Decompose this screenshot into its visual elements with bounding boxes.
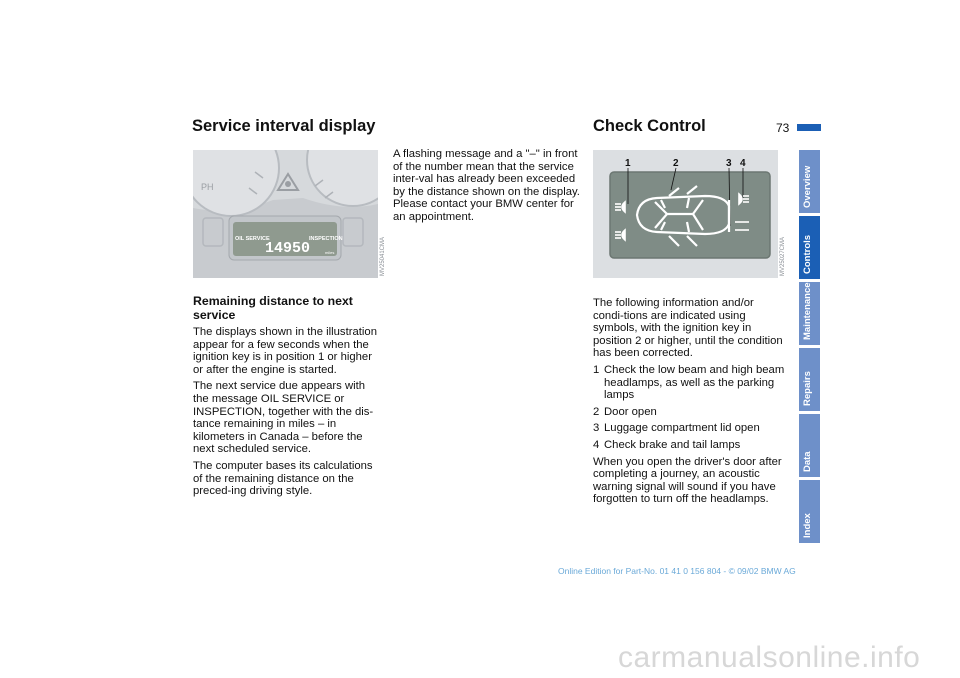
inspection-label: INSPECTION — [309, 236, 343, 242]
list-number: 3 — [593, 422, 600, 435]
tab-data[interactable]: Data — [799, 414, 820, 477]
left-column — [193, 295, 383, 502]
list-text: Check brake and tail lamps — [604, 438, 741, 451]
list-number: 2 — [593, 405, 600, 418]
callout-3: 3 — [726, 158, 732, 169]
service-display-figure — [193, 150, 378, 278]
list-number: 1 — [593, 363, 600, 376]
oil-service-label: OIL SERVICE — [235, 236, 270, 242]
right-column — [593, 297, 786, 510]
section-title-service: Service interval display — [192, 117, 376, 135]
page-marker — [797, 124, 821, 131]
list-item — [593, 422, 786, 435]
tab-controls[interactable]: Controls — [799, 216, 820, 279]
watermark: carmanualsonline.info — [618, 641, 921, 674]
chapter-tabs — [799, 150, 820, 546]
tab-overview[interactable]: Overview — [799, 150, 820, 213]
check-control-illustration — [593, 150, 778, 278]
paragraph: The displays shown in the illustration appear for a few seconds when the ignition key is in position 1 or higher or after the engine is started. — [193, 326, 377, 376]
list-text: Check the low beam and high beam headlamps, as well as the parking lamps — [604, 363, 785, 402]
list-item — [593, 406, 786, 419]
figure-code: MV25027CMA — [780, 236, 786, 276]
instrument-cluster-illustration — [193, 150, 378, 278]
paragraph: The next service due appears with the message OIL SERVICE or INSPECTION, together with the dis-tance remaining in miles – in kilometers in Canada – before the next scheduled service. — [193, 380, 374, 456]
list-item — [593, 364, 786, 402]
paragraph: The following information and/or condi-tions are indicated using symbols, with the ignition key in position 2 or higher, until the condition has been corrected. — [593, 297, 783, 360]
svg-text:PH: PH — [201, 182, 214, 192]
callout-2: 2 — [673, 158, 679, 169]
distance-value: 14950 — [265, 240, 311, 257]
check-control-figure — [593, 150, 778, 278]
tab-index[interactable]: Index — [799, 480, 820, 543]
subsection-heading: Remaining distance to next service — [193, 294, 353, 322]
paragraph: When you open the driver's door after completing a journey, an acoustic warning signal will sound if you have forgotten to turn off the headlamps. — [593, 455, 782, 506]
paragraph: The computer bases its calculations of the remaining distance on the preced-ing driving style. — [193, 459, 373, 498]
page-number: 73 — [776, 121, 790, 135]
figure-code: MV25041CMA — [380, 236, 386, 276]
middle-column — [393, 148, 586, 228]
tab-repairs[interactable]: Repairs — [799, 348, 820, 411]
section-title-check-control: Check Control — [593, 117, 706, 135]
list-number: 4 — [593, 438, 600, 451]
list-item — [593, 439, 786, 452]
callout-1: 1 — [625, 158, 631, 169]
callout-4: 4 — [740, 158, 746, 169]
distance-unit: miles — [325, 250, 335, 255]
list-text: Door open — [604, 405, 657, 418]
paragraph: A flashing message and a "–" in front of the number mean that the service inter-val has already been exceeded by the distance shown on the display. Please contact your BMW center for an appointment. — [393, 148, 580, 223]
tab-maintenance[interactable]: Maintenance — [799, 282, 820, 345]
list-text: Luggage compartment lid open — [604, 422, 760, 435]
footer-edition: Online Edition for Part-No. 01 41 0 156 804 - © 09/02 BMW AG — [558, 566, 796, 576]
